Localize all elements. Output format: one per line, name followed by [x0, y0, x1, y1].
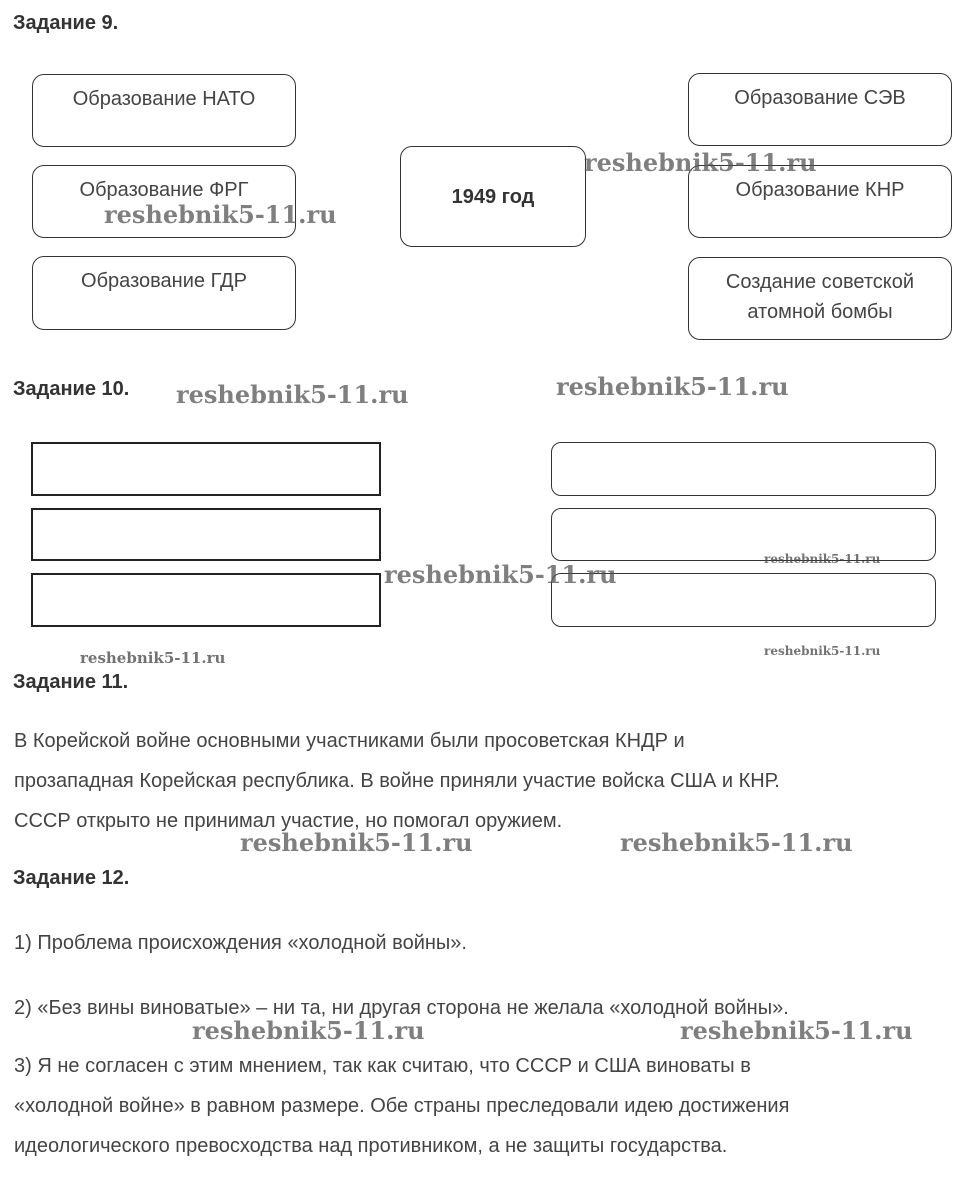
task11-line-3: СССР открыто не принимал участие, но помогал оружием.: [14, 810, 563, 832]
task12-item-3: [14, 1046, 943, 1166]
watermark: reshebnik5-11.ru: [620, 828, 853, 857]
task9-right-box-3: Создание советской атомной бомбы: [688, 257, 952, 340]
task11-text: [14, 721, 943, 841]
watermark: reshebnik5-11.ru: [764, 644, 881, 658]
task11-line-1: В Корейской войне основными участниками были просоветская КНДР и: [14, 730, 685, 752]
task12-item-3-line-2: «холодной войне» в равном размере. Обе страны преследовали идею достижения: [14, 1095, 790, 1117]
task12-item-3-line-1: 3) Я не согласен с этим мнением, так как считаю, что СССР и США виноваты в: [14, 1055, 751, 1077]
task10-right-empty-1: [551, 442, 936, 496]
watermark: reshebnik5-11.ru: [764, 552, 881, 566]
task12-item-2: 2) «Без вины виноватые» – ни та, ни другая сторона не желала «холодной войны».: [14, 997, 789, 1019]
watermark: reshebnik5-11.ru: [80, 649, 226, 667]
task10-heading: Задание 10.: [13, 378, 130, 400]
task9-heading: Задание 9.: [13, 12, 119, 34]
task10-left-empty-3: [31, 573, 381, 627]
task11-line-2: прозападная Корейская республика. В войне приняли участие войска США и КНР.: [14, 770, 780, 792]
task9-left-box-3: Образование ГДР: [32, 256, 296, 330]
watermark: reshebnik5-11.ru: [192, 1016, 425, 1045]
watermark: reshebnik5-11.ru: [384, 560, 617, 589]
watermark: reshebnik5-11.ru: [104, 200, 337, 229]
task10-left-empty-1: [31, 442, 381, 496]
task9-left-box-2: Образование ФРГ: [32, 165, 296, 238]
watermark: reshebnik5-11.ru: [176, 380, 409, 409]
task9-right-box-2: Образование КНР: [688, 165, 952, 238]
task12-heading: Задание 12.: [13, 867, 130, 889]
task12-item-3-line-3: идеологического превосходства над противником, а не защиты государства.: [14, 1135, 728, 1157]
task11-heading: Задание 11.: [13, 671, 129, 693]
watermark: reshebnik5-11.ru: [240, 828, 473, 857]
task10-left-empty-2: [31, 508, 381, 561]
watermark: reshebnik5-11.ru: [556, 372, 789, 401]
task12-item-1: 1) Проблема происхождения «холодной войны».: [14, 932, 467, 954]
watermark: reshebnik5-11.ru: [584, 148, 817, 177]
task9-left-box-1: Образование НАТО: [32, 74, 296, 147]
task9-right-box-1: Образование СЭВ: [688, 73, 952, 146]
task9-center-year: 1949 год: [400, 146, 586, 247]
watermark: reshebnik5-11.ru: [680, 1016, 913, 1045]
